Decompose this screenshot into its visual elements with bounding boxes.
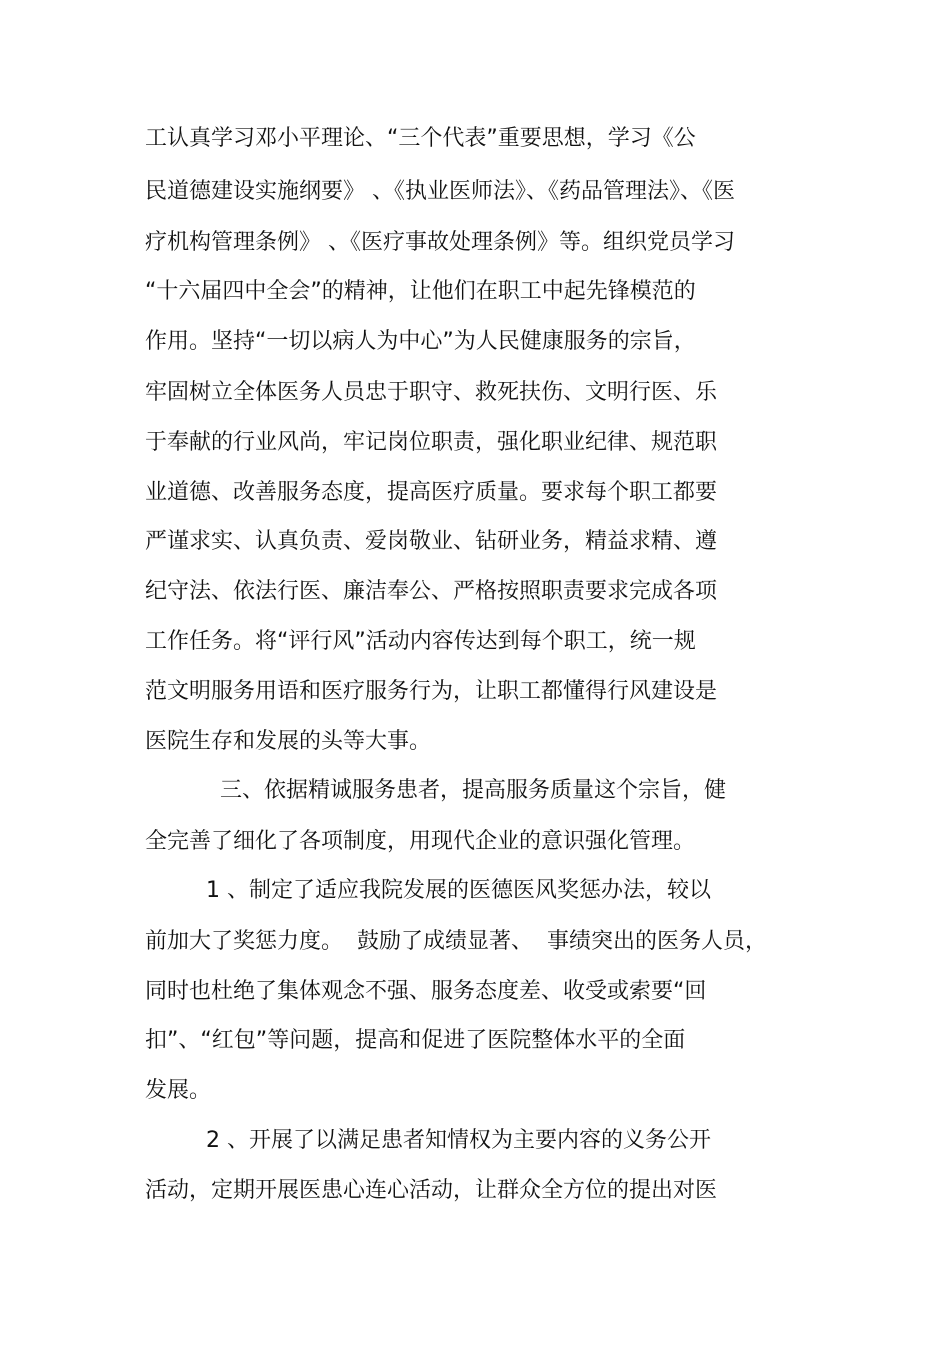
text-line: 范文明服务用语和医疗服务行为，让职工都懂得行风建设是: [145, 679, 718, 704]
text-line: 发展。: [145, 1078, 212, 1103]
section-heading: 三、依据精诚服务患者，提高服务质量这个宗旨，健: [220, 778, 727, 803]
text-line: 前加大了奖惩力度。 鼓励了成绩显著、 事绩突出的医务人员，: [145, 929, 767, 954]
text-line: 作用。坚持“一切以病人为中心”为人民健康服务的宗旨，: [145, 329, 696, 354]
text-line: 活动，定期开展医患心连心活动，让群众全方位的提出对医: [145, 1178, 718, 1203]
text-line: 严谨求实、认真负责、爱岗敬业、钻研业务，精益求精、遵: [145, 529, 718, 554]
text-line: 牢固树立全体医务人员忠于职守、救死扶伤、文明行医、乐: [145, 380, 718, 405]
text-line: 业道德、改善服务态度，提高医疗质量。要求每个职工都要: [145, 480, 718, 505]
text-line: “十六届四中全会”的精神，让他们在职工中起先锋模范的: [145, 279, 696, 304]
text-line: 工认真学习邓小平理论、“三个代表”重要思想，学习《公: [145, 126, 696, 151]
text-line: 扣”、“红包”等问题，提高和促进了医院整体水平的全面: [145, 1028, 686, 1053]
text-line: 全完善了细化了各项制度，用现代企业的意识强化管理。: [145, 829, 696, 854]
text-line: 疗机构管理条例》 、《医疗事故处理条例》等。组织党员学习: [145, 230, 735, 255]
numbered-item: 1 、制定了适应我院发展的医德医风奖惩办法，较以: [206, 878, 711, 903]
text-line: 工作任务。将“评行风”活动内容传达到每个职工，统一规: [145, 629, 696, 654]
numbered-item: 2 、开展了以满足患者知情权为主要内容的义务公开: [206, 1128, 711, 1153]
text-line: 民道德建设实施纲要》 、《执业医师法》、《药品管理法》、《医: [145, 179, 735, 204]
text-line: 纪守法、依法行医、廉洁奉公、严格按照职责要求完成各项: [145, 579, 718, 604]
text-line: 于奉献的行业风尚，牢记岗位职责，强化职业纪律、规范职: [145, 430, 718, 455]
text-line: 同时也杜绝了集体观念不强、服务态度差、收受或索要“回: [145, 979, 707, 1004]
text-line: 医院生存和发展的头等大事。: [145, 729, 432, 754]
